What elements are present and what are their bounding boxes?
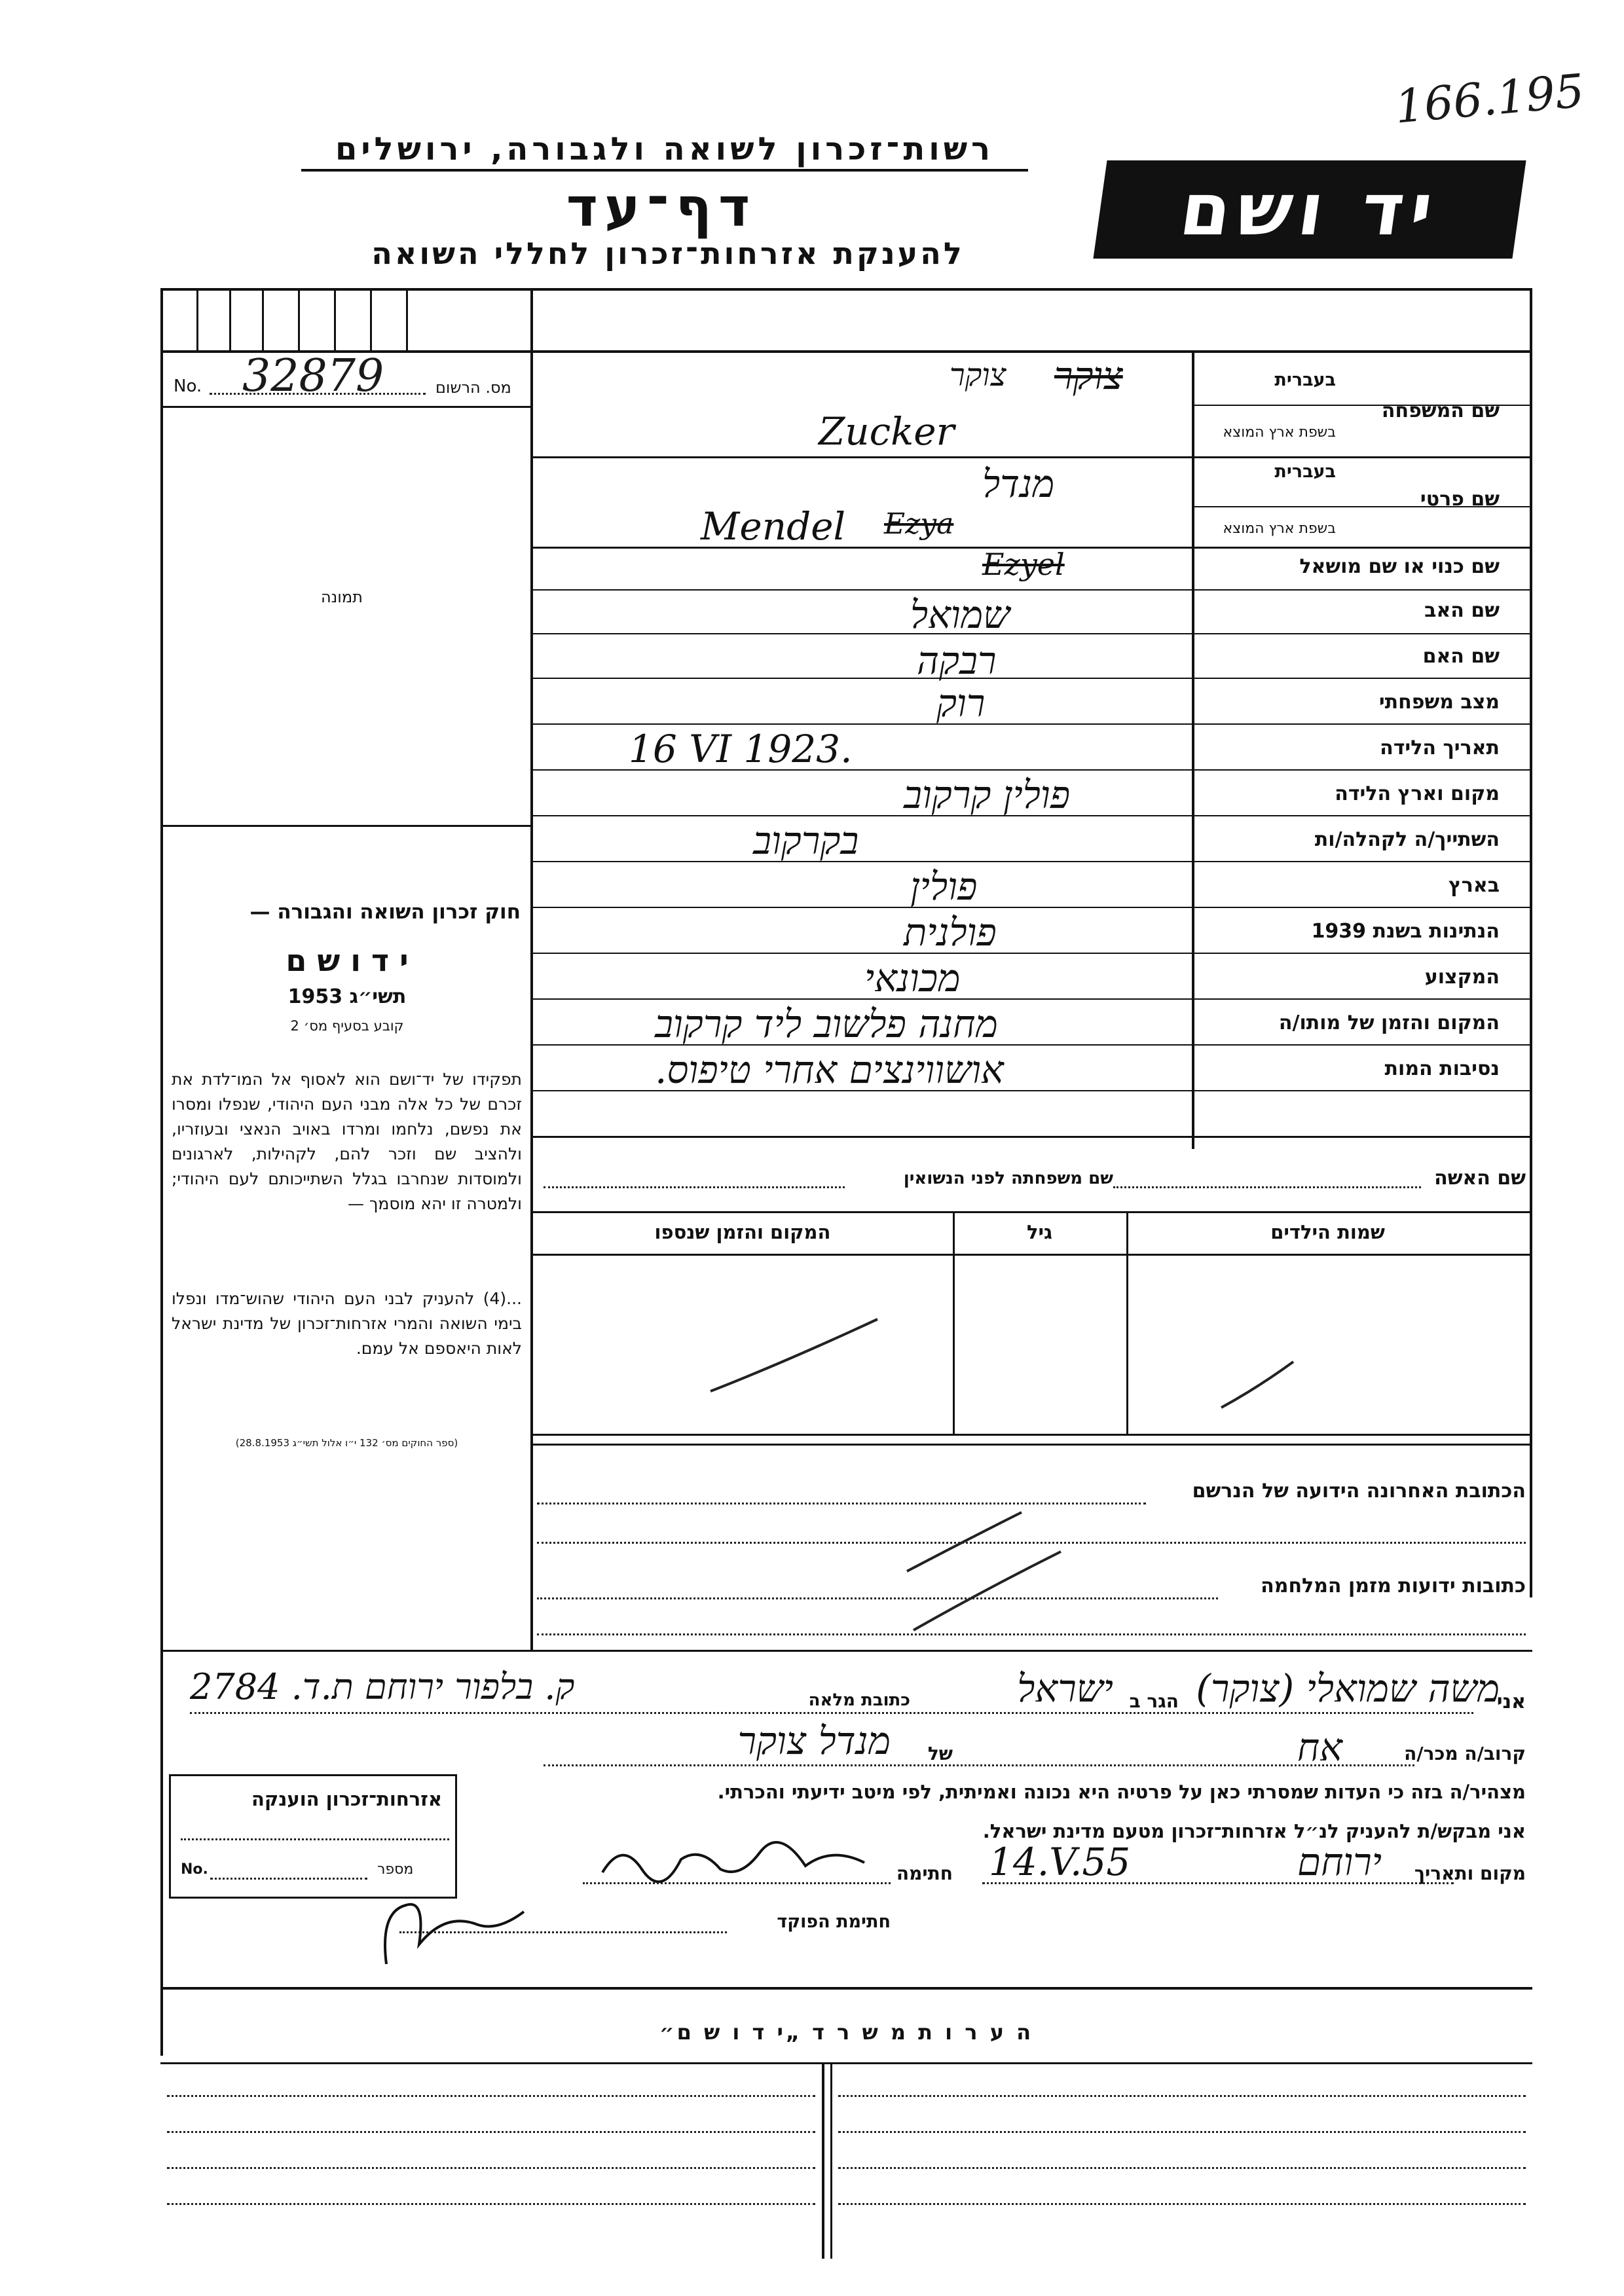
law-source: (ספר החוקים מס׳ 132 י״ו אלול תשי״ג 28.8.1953) xyxy=(235,1437,458,1449)
family-name-label: שם המשפחה xyxy=(1381,399,1500,422)
declarant-signature xyxy=(596,1833,871,1886)
father-name-label: שם האב xyxy=(1424,599,1500,622)
law-name: י ד ו ש ם xyxy=(286,943,409,978)
law-paragraph-2: ...(4) להעניק לבני העם היהודי שהוש־מדו ונפלו בימי השואה והמרי אזרחות־זכרון של מדינת ישראל לאות היאספם אל עמם. xyxy=(172,1289,522,1358)
relative-label: קרוב/ה מכר/ה xyxy=(1404,1743,1526,1764)
declarant-name-value: משה שמואלי (צוקר) xyxy=(1196,1666,1500,1711)
wartime-address-label: כתובות ידועות מזמן המלחמה xyxy=(1261,1575,1526,1597)
relative-value: אח xyxy=(1297,1725,1342,1770)
citizenship-box-title: אזרחות־זכרון הוענקה xyxy=(251,1788,442,1810)
first-name-label: שם פרטי xyxy=(1420,488,1500,511)
nickname-label: שם כנוי או שם מושאל xyxy=(1299,555,1500,578)
first-name-origin-value: Mendel xyxy=(701,504,846,549)
death-place-label: המקום והזמן של מותו/ה xyxy=(1278,1011,1500,1034)
declarant-address-label: כתובת מלאה xyxy=(808,1690,910,1710)
wife-maiden-name-label: שם משפחתה לפני הנשואין xyxy=(903,1169,1113,1188)
community-label: השתייך/ה לקהלה/ות xyxy=(1314,828,1500,851)
death-cause-value: אושווינצים אחרי טיפוס. xyxy=(655,1048,1004,1092)
birth-place-label: מקום וארץ הלידה xyxy=(1335,782,1500,805)
first-name-hebrew-label: בעברית xyxy=(1274,462,1336,482)
marital-status-label: מצב משפחתי xyxy=(1378,691,1500,714)
birth-date-label: תאריך הלידה xyxy=(1380,737,1500,759)
family-name-hebrew-label: בעברית xyxy=(1274,370,1336,390)
declarant-address-value: ק. בלפור ירוחם ת.ד. 2784 xyxy=(190,1666,575,1707)
family-name-hebrew-value: צוקר xyxy=(950,357,1006,393)
wife-name-label: שם האשה xyxy=(1434,1167,1526,1190)
document-subtitle: להענקת אזרחות־זכרון לחללי השואה xyxy=(371,236,965,271)
citizenship-1939-value: פולנית xyxy=(904,910,997,955)
of-value: מנדל צוקר xyxy=(737,1719,891,1763)
profession-value: מכונאי xyxy=(864,956,961,1000)
community-value: בקרקוב xyxy=(753,818,859,863)
profession-label: המקצוע xyxy=(1424,966,1500,989)
nickname-value-struck: Ezyel xyxy=(982,547,1065,582)
document-title: דף־עד xyxy=(566,177,757,239)
death-cause-label: נסיבות המות xyxy=(1384,1057,1500,1080)
declarant-resides-value: ישראל xyxy=(1017,1666,1113,1711)
country-label: בארץ xyxy=(1448,874,1500,897)
family-name-origin-label: בשפת ארץ המוצא xyxy=(1223,424,1336,441)
citizenship-box-no-label: No. xyxy=(181,1861,208,1878)
signature-graphic xyxy=(596,1833,871,1886)
last-address-label: הכתובת האחרונה הידועה של הנרשם xyxy=(1192,1480,1526,1503)
reference-number: 166.195 xyxy=(1392,64,1587,134)
place-date-label: מקום ותאריך xyxy=(1414,1863,1526,1884)
law-year: תשי״ג 1953 xyxy=(287,985,407,1008)
law-title: חוק זכרון השואה והגבורה — xyxy=(249,900,521,924)
death-place-value: מחנה פלשוב ליד קרקוב xyxy=(655,1002,998,1046)
officer-signature-label: חתימת הפוקד xyxy=(777,1912,891,1932)
declarant-ani-label: אני xyxy=(1496,1690,1526,1713)
request-text: אני מבקש/ת להעניק לנ״ל אזרחות־זכרון מטעם מדינת ישראל. xyxy=(982,1820,1526,1842)
registration-no-label: No. xyxy=(174,376,202,396)
first-name-origin-label: בשפת ארץ המוצא xyxy=(1223,520,1336,537)
citizenship-box-number-label: מספר xyxy=(377,1861,414,1878)
country-value: פולין xyxy=(910,864,978,909)
children-place-header: המקום והזמן שנספו xyxy=(654,1221,831,1243)
family-name-hebrew-struck: צוקר xyxy=(1054,354,1123,398)
first-name-hebrew-value: מנדל xyxy=(982,462,1055,506)
signature-label: חתימה xyxy=(896,1863,953,1884)
law-clause: קובע בסעיף מס׳ 2 xyxy=(290,1018,404,1034)
mother-name-label: שם האם xyxy=(1422,645,1500,668)
remarks-title: ה ע ר ו ת מ ש ר ד „י ד ו ש ם״ xyxy=(659,2020,1034,2045)
declaration-text: מצהיר/ה בזה כי העדות שמסרתי כאן על פרטיה היא נכונה ואמיתית, לפי מיטב ידיעתי והכרתי. xyxy=(717,1781,1526,1803)
photo-label: תמונה xyxy=(321,588,363,606)
marital-status-value: רוק xyxy=(936,681,986,725)
registration-label: מס. הרשום xyxy=(435,378,511,397)
children-names-header: שמות הילדים xyxy=(1270,1221,1385,1243)
logo-text: יד ושם xyxy=(1175,168,1445,251)
place-value: ירוחם xyxy=(1297,1840,1382,1884)
birth-place-value: פולין קרקוב xyxy=(904,773,1071,817)
authority-heading: רשות־זכרון לשואה ולגבורה, ירושלים xyxy=(301,131,1028,172)
of-label: של xyxy=(927,1743,953,1764)
registration-number: 32879 xyxy=(242,350,384,402)
mother-name-value: רבקה xyxy=(917,638,997,683)
date-value: 14.V.55 xyxy=(989,1840,1131,1884)
citizenship-1939-label: הנתינות בשנת 1939 xyxy=(1311,920,1500,943)
family-name-origin-value: Zucker xyxy=(819,409,955,454)
father-name-value: שמואל xyxy=(910,592,1010,637)
children-age-header: גיל xyxy=(1026,1221,1053,1243)
law-paragraph-1: תפקידו של יד־ושם הוא לאסוף אל המו־לדת את זכרם של כל אלה מבני העם היהודי, שנפלו ומסרו את נפשם, נלחמו ומרדו באויב הנאצי ובעוזריו, ולהציב שם וזכר להם, לקהילות, לארגונים ולמוסדות שנחרבו בגלל השתייכותם לעם היהודי; ולמטרה זו יהא מוסמך — xyxy=(172,1070,522,1213)
birth-date-value: 16 VI 1923. xyxy=(629,727,853,771)
citizenship-granted-box xyxy=(169,1774,457,1899)
declarant-resides-label: הגר ב xyxy=(1129,1690,1179,1712)
first-name-origin-struck: Ezya xyxy=(884,507,954,541)
